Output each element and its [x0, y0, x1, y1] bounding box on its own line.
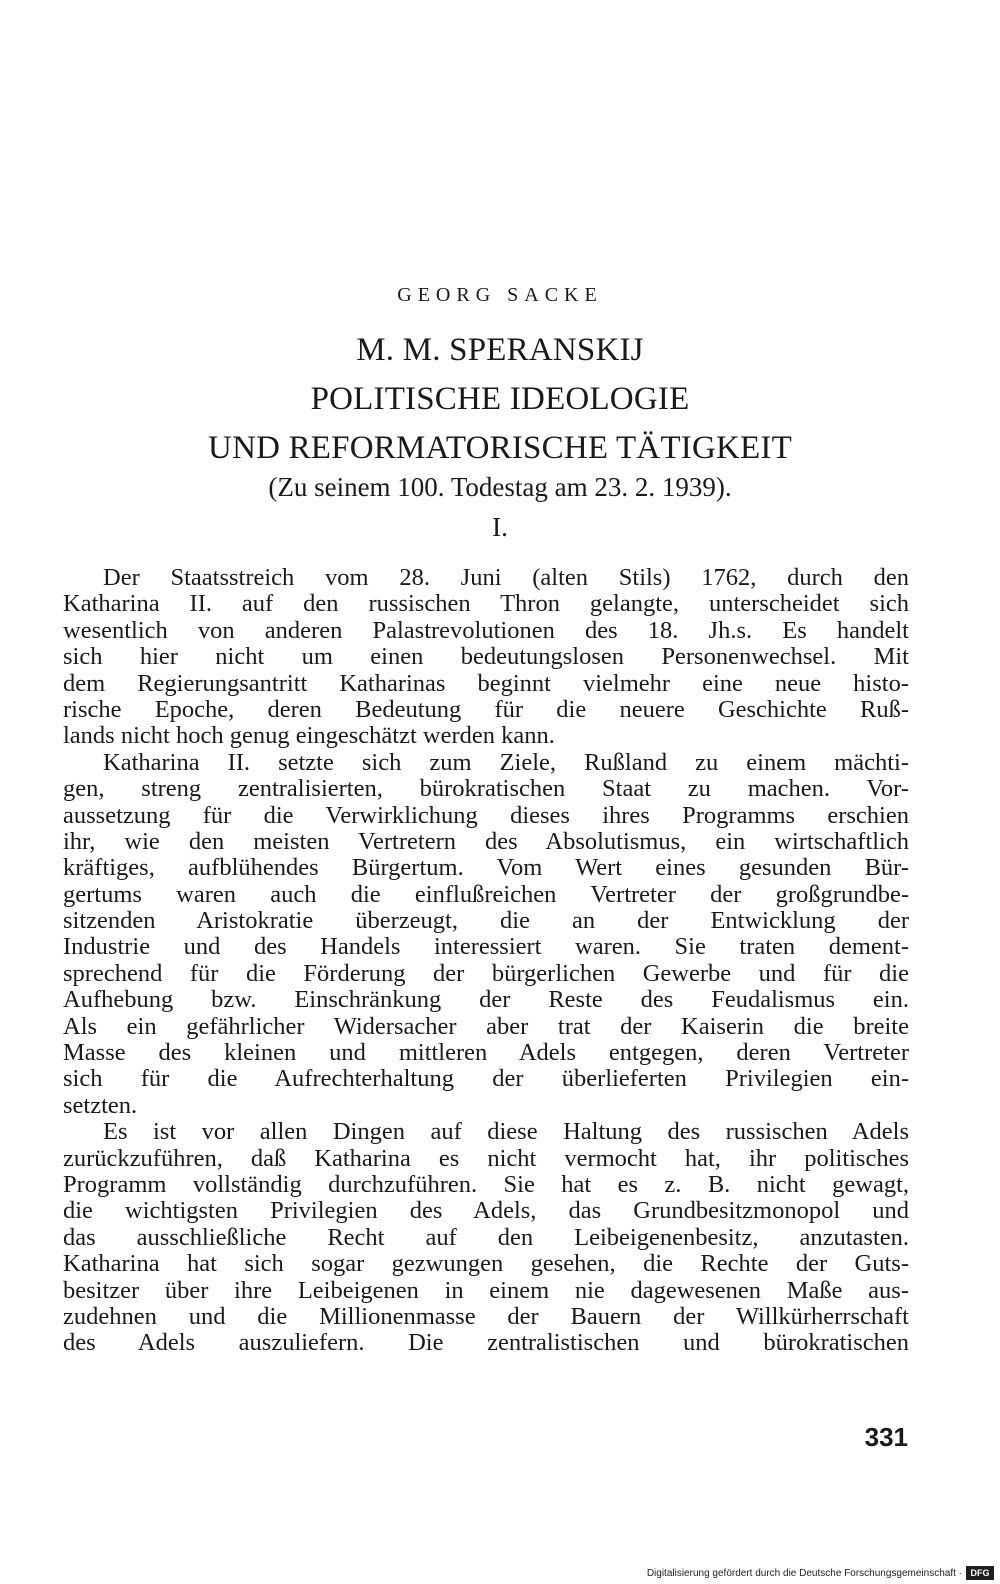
text-line: rische Epoche, deren Bedeutung für die neuere Geschichte Ruß-: [63, 695, 909, 723]
title-line-2: POLITISCHE IDEOLOGIE: [310, 381, 690, 417]
digitization-credit: Digitalisierung gefördert durch die Deutsche Forschungsgemeinschaft ·: [646, 1568, 962, 1579]
text-line: die wichtigsten Privilegien des Adels, das Grundbesitzmonopol und: [63, 1197, 909, 1225]
text-line: gertums waren auch die einflußreichen Vertreter der großgrundbe-: [63, 880, 909, 908]
text-line: sitzenden Aristokratie überzeugt, die an der Entwicklung der: [63, 907, 909, 935]
subtitle: (Zu seinem 100. Todestag am 23. 2. 1939).: [268, 472, 732, 502]
text-line: Als ein gefährlicher Widersacher aber trat der Kaiserin die breite: [63, 1012, 909, 1040]
text-line: Industrie und des Handels interessiert waren. Sie traten dement-: [63, 933, 909, 961]
title-line-3: UND REFORMATORISCHE TÄTIGKEIT: [208, 430, 792, 466]
text-line: sich für die Aufrechterhaltung der überlieferten Privilegien ein-: [63, 1065, 909, 1093]
text-line: dem Regierungsantritt Katharinas beginnt vielmehr eine neue histo-: [63, 669, 909, 697]
text-line: Masse des kleinen und mittleren Adels entgegen, deren Vertreter: [63, 1039, 909, 1067]
text-line: Programm vollständig durchzuführen. Sie hat es z. B. nicht gewagt,: [63, 1170, 909, 1198]
text-line: Katharina hat sich sogar gezwungen gesehen, die Rechte der Guts-: [63, 1250, 909, 1278]
body-text: [63, 565, 909, 1357]
text-line: Der Staatsstreich vom 28. Juni (alten Stils) 1762, durch den: [103, 564, 909, 591]
text-line: zurückzuführen, daß Katharina es nicht vermocht hat, ihr politisches: [63, 1144, 909, 1172]
text-line: lands nicht hoch genug eingeschätzt werden kann.: [63, 722, 555, 750]
text-line: Katharina II. setzte sich zum Ziele, Rußland zu einem mächti-: [103, 748, 909, 776]
text-line: aussetzung für die Verwirklichung dieses ihres Programms erschien: [63, 801, 909, 829]
dfg-logo: DFG: [966, 1566, 994, 1580]
text-line: kräftiges, aufblühendes Bürgertum. Vom Wert eines gesunden Bür-: [63, 854, 909, 882]
text-line: gen, streng zentralisierten, bürokratischen Staat zu machen. Vor-: [63, 775, 909, 803]
title-line-1: M. M. SPERANSKIJ: [356, 332, 644, 368]
page-number: 331: [864, 1422, 908, 1452]
text-line: besitzer über ihre Leibeigenen in einem nie dagewesenen Maße aus-: [63, 1276, 909, 1304]
text-line: des Adels auszuliefern. Die zentralistischen und bürokratischen: [63, 1329, 909, 1357]
author-name: GEORG SACKE: [397, 284, 603, 306]
text-line: ihr, wie den meisten Vertretern des Absolutismus, ein wirtschaftlich: [63, 827, 909, 855]
section-number: I.: [492, 512, 508, 542]
text-line: Es ist vor allen Dingen auf diese Haltung des russischen Adels: [103, 1118, 909, 1146]
text-line: sich hier nicht um einen bedeutungslosen Personenwechsel. Mit: [63, 643, 909, 671]
text-line: das ausschließliche Recht auf den Leibeigenenbesitz, anzutasten.: [63, 1223, 909, 1251]
text-line: wesentlich von anderen Palastrevolutionen des 18. Jh.s. Es handelt: [63, 616, 909, 644]
text-line: zudehnen und die Millionenmasse der Bauern der Willkürherrschaft: [63, 1302, 909, 1330]
text-line: Aufhebung bzw. Einschränkung der Reste des Feudalismus ein.: [63, 986, 909, 1014]
text-line: Katharina II. auf den russischen Thron gelangte, unterscheidet sich: [63, 590, 909, 618]
text-line: sprechend für die Förderung der bürgerlichen Gewerbe und für die: [63, 959, 909, 987]
text-line: setzten.: [63, 1091, 138, 1119]
